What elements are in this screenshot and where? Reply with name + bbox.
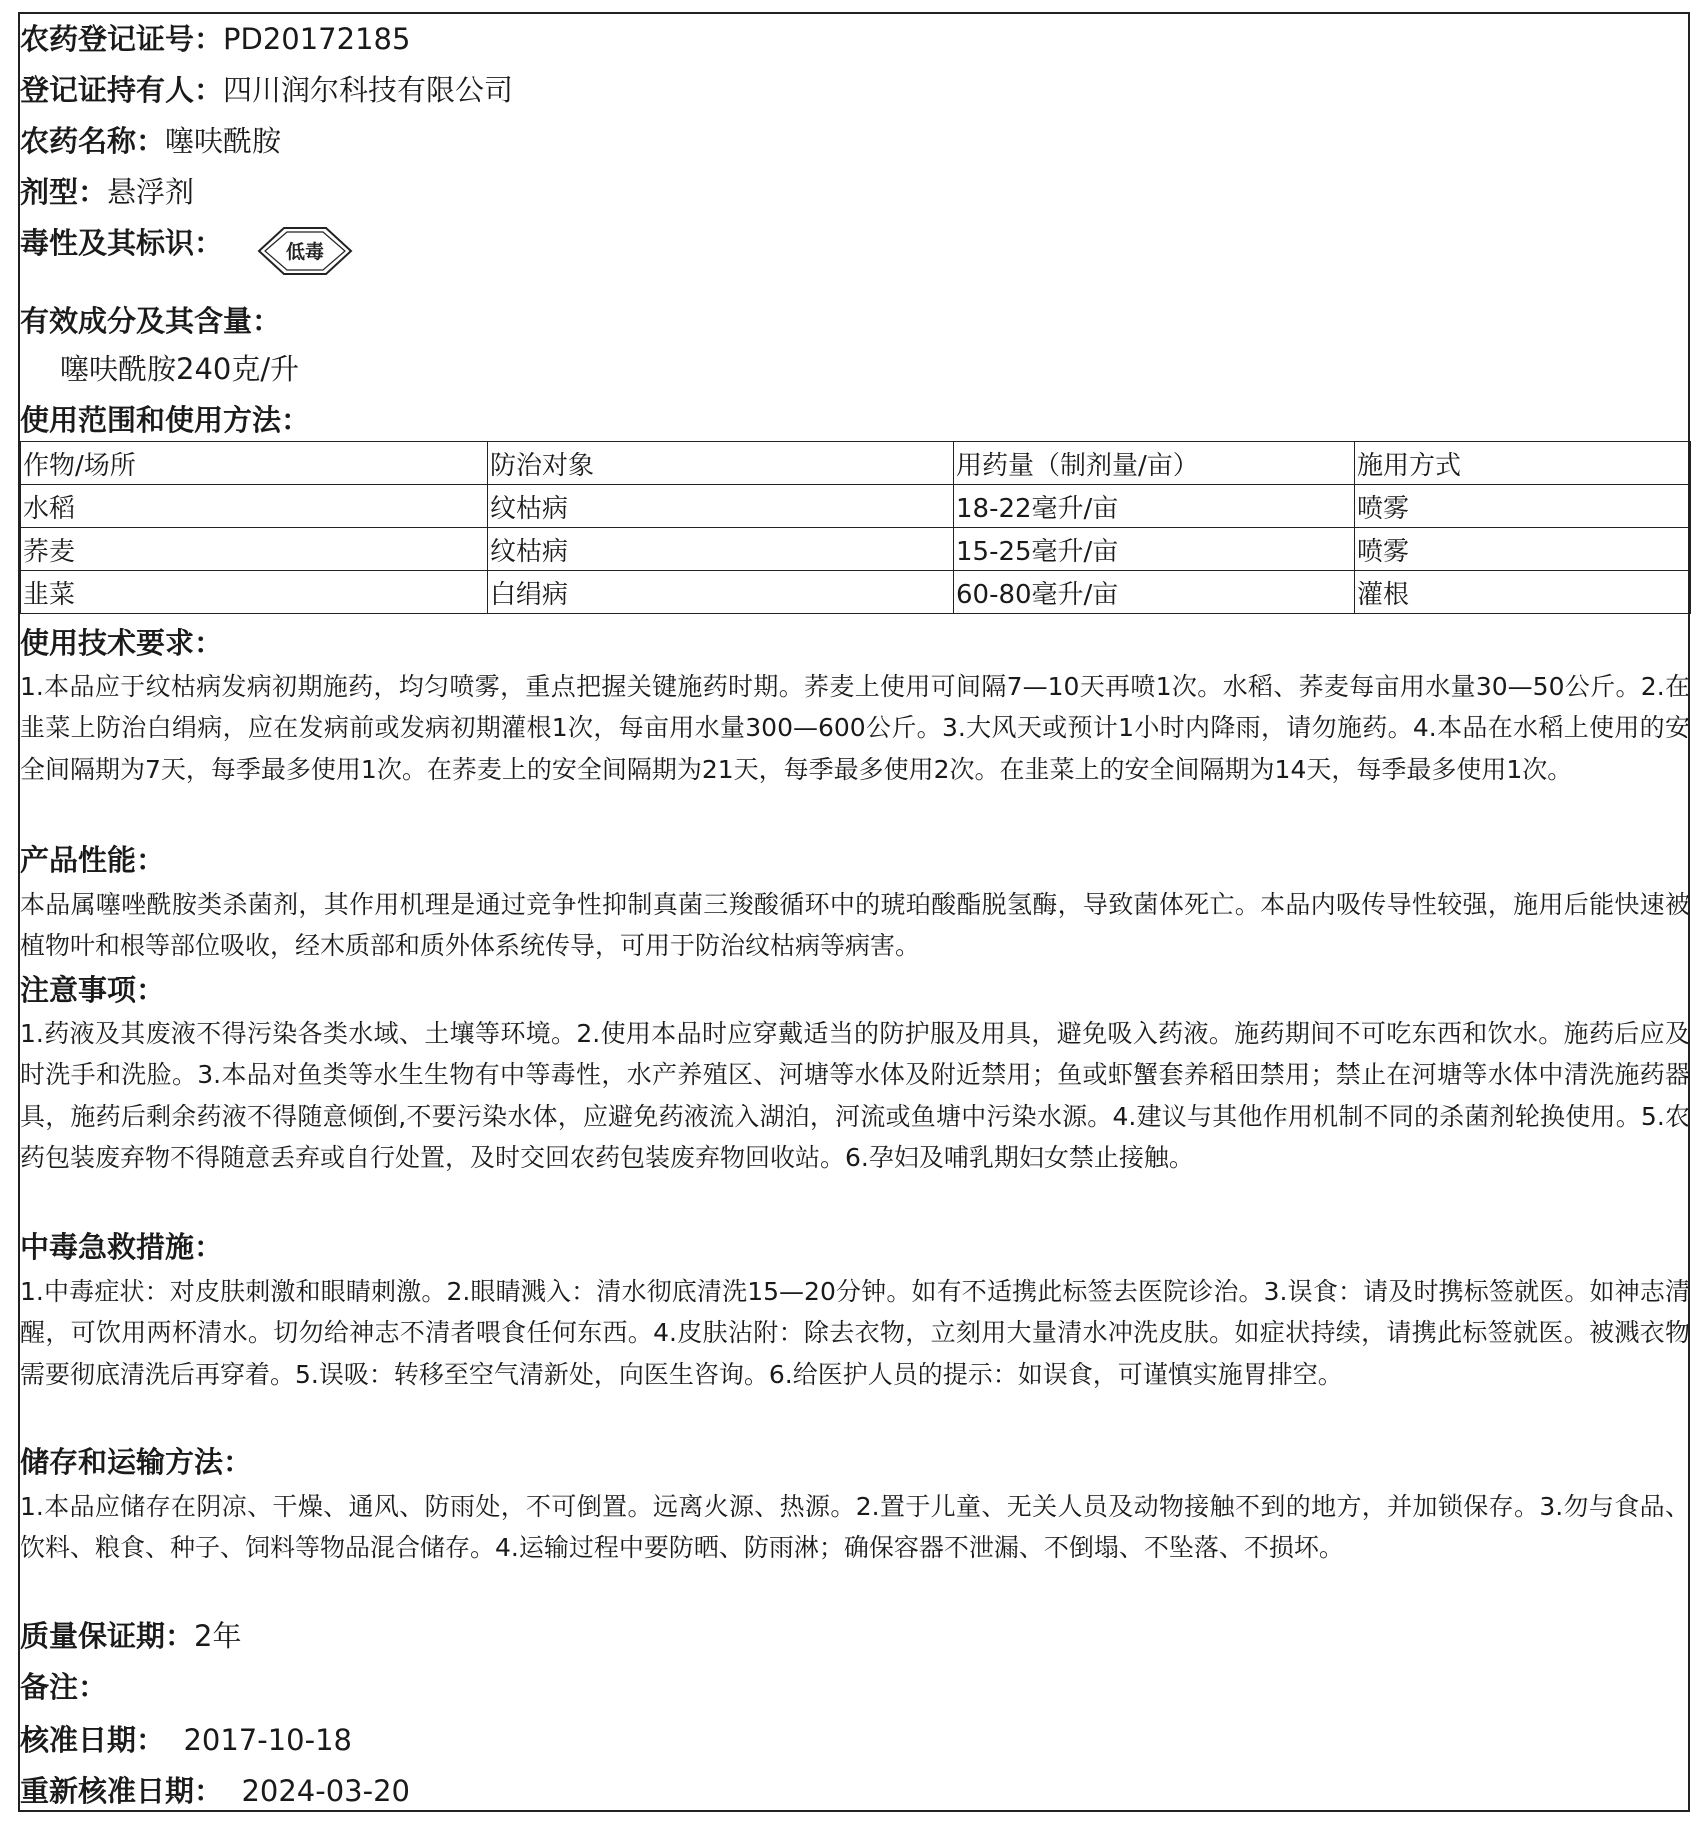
reg-no-label: 农药登记证号： <box>20 22 224 56</box>
performance-title-text: 产品性能： <box>20 843 166 877</box>
approve-date: 2017-10-18 <box>183 1723 352 1757</box>
ingredient-label: 有效成分及其含量： <box>20 304 282 338</box>
table-row <box>21 485 1691 528</box>
form-value: 悬浮剂 <box>107 175 195 209</box>
toxicity-line <box>20 225 223 261</box>
remark-line <box>20 1669 107 1705</box>
reg-no-value: PD20172185 <box>223 22 411 56</box>
cell-dosage: 18-22毫升/亩 <box>954 485 1355 528</box>
shelf-value: 2年 <box>194 1619 242 1653</box>
caution-title <box>20 972 165 1008</box>
performance-text: 本品属噻唑酰胺类杀菌剂，其作用机理是通过竞争性抑制真菌三羧酸循环中的琥珀酸酯脱氢酶，导致菌体死亡。本品内吸传导性较强，施用后能快速被植物叶和根等部位吸收，经木质部和质外体系统传导，可用于防治纹枯病等病害。 <box>20 890 1690 961</box>
header-target: 防治对象 <box>488 442 954 485</box>
approve-line <box>20 1722 352 1758</box>
cell-method: 喷雾 <box>1355 528 1691 571</box>
name-label: 农药名称： <box>20 124 166 158</box>
caution-title-text: 注意事项： <box>20 973 166 1007</box>
shelf-line <box>20 1618 241 1654</box>
low-toxicity-badge-icon <box>256 225 354 277</box>
header-dosage: 用药量（制剂量/亩） <box>954 442 1355 485</box>
caution-text: 1.药液及其废液不得污染各类水域、土壤等环境。2.使用本品时应穿戴适当的防护服及用具，避免吸入药液。施药期间不可吃东西和饮水。施药后应及时洗手和洗脸。3.本品对鱼类等水生生物有中等毒性，水产养殖区、河塘等水体及附近禁用；鱼或虾蟹套养稻田禁用；禁止在河塘等水体中清洗施药器具，施药后剩余药液不得随意倾倒,不要污染水体，应避免药液流入湖泊，河流或鱼塘中污染水源。4.建议与其他作用机制不同的杀菌剂轮换使用。5.农药包装废弃物不得随意丢弃或自行处置，及时交回农药包装废弃物回收站。6.孕妇及哺乳期妇女禁止接触。 <box>20 1019 1690 1172</box>
remark-label: 备注： <box>20 1670 108 1704</box>
storage-text: 1.本品应储存在阴凉、干燥、通风、防雨处，不可倒置。远离火源、热源。2.置于儿童、无关人员及动物接触不到的地方，并加锁保存。3.勿与食品、饮料、粮食、种子、饲料等物品混合储存。4.运输过程中要防晒、防雨淋；确保容器不泄漏、不倒塌、不坠落、不损坏。 <box>20 1492 1690 1563</box>
low-toxicity-badge-text: 低毒 <box>285 241 325 263</box>
cell-target: 纹枯病 <box>488 485 954 528</box>
ingredient-value: 噻呋酰胺240克/升 <box>60 352 300 386</box>
reapprove-date: 2024-03-20 <box>241 1774 410 1808</box>
storage-title <box>20 1444 252 1480</box>
firstaid-text: 1.中毒症状：对皮肤刺激和眼睛刺激。2.眼睛溅入：清水彻底清洗15—20分钟。如有不适携此标签去医院诊治。3.误食：请及时携标签就医。如神志清醒，可饮用两杯清水。切勿给神志不清者喂食任何东西。4.皮肤沾附：除去衣物，立刻用大量清水冲洗皮肤。如症状持续，请携此标签就医。被溅衣物需要彻底清洗后再穿着。5.误吸：转移至空气清新处，向医生咨询。6.给医护人员的提示：如误食，可谨慎实施胃排空。 <box>20 1277 1690 1389</box>
name-line <box>20 123 281 159</box>
usage-table <box>20 441 1691 614</box>
toxicity-label: 毒性及其标识： <box>20 226 224 260</box>
firstaid-title <box>20 1229 223 1265</box>
name-value: 噻呋酰胺 <box>165 124 282 158</box>
cell-crop: 水稻 <box>21 485 488 528</box>
tech-title-text: 使用技术要求： <box>20 626 224 660</box>
reg-no-line <box>20 21 410 57</box>
holder-line <box>20 72 513 108</box>
form-line <box>20 174 194 210</box>
performance-title <box>20 842 165 878</box>
storage-title-text: 储存和运输方法： <box>20 1445 253 1479</box>
header-method: 施用方式 <box>1355 442 1691 485</box>
firstaid-title-text: 中毒急救措施： <box>20 1230 224 1264</box>
tech-title <box>20 625 223 661</box>
usage-title <box>20 402 310 438</box>
cell-target: 纹枯病 <box>488 528 954 571</box>
cell-method: 灌根 <box>1355 571 1691 614</box>
cell-dosage: 60-80毫升/亩 <box>954 571 1355 614</box>
cell-target: 白绢病 <box>488 571 954 614</box>
table-row <box>21 571 1691 614</box>
cell-dosage: 15-25毫升/亩 <box>954 528 1355 571</box>
holder-value: 四川润尔科技有限公司 <box>223 73 514 107</box>
usage-title-text: 使用范围和使用方法： <box>20 403 311 437</box>
cell-method: 喷雾 <box>1355 485 1691 528</box>
table-header-row <box>21 442 1691 485</box>
ingredient-label-line <box>20 303 281 339</box>
approve-label: 核准日期： <box>20 1723 166 1757</box>
cell-crop: 韭菜 <box>21 571 488 614</box>
header-crop: 作物/场所 <box>21 442 488 485</box>
holder-label: 登记证持有人： <box>20 73 224 107</box>
tech-text: 1.本品应于纹枯病发病初期施药，均匀喷雾，重点把握关键施药时期。荞麦上使用可间隔7—10天再喷1次。水稻、荞麦每亩用水量30—50公斤。2.在韭菜上防治白绢病，应在发病前或发病初期灌根1次，每亩用水量300—600公斤。3.大风天或预计1小时内降雨，请勿施药。4.本品在水稻上使用的安全间隔期为7天，每季最多使用1次。在荞麦上的安全间隔期为21天，每季最多使用2次。在韭菜上的安全间隔期为14天，每季最多使用1次。 <box>20 672 1690 784</box>
cell-crop: 荞麦 <box>21 528 488 571</box>
reapprove-label: 重新核准日期： <box>20 1774 224 1808</box>
reapprove-line <box>20 1773 410 1809</box>
table-row <box>21 528 1691 571</box>
shelf-label: 质量保证期： <box>20 1619 195 1653</box>
form-label: 剂型： <box>20 175 108 209</box>
